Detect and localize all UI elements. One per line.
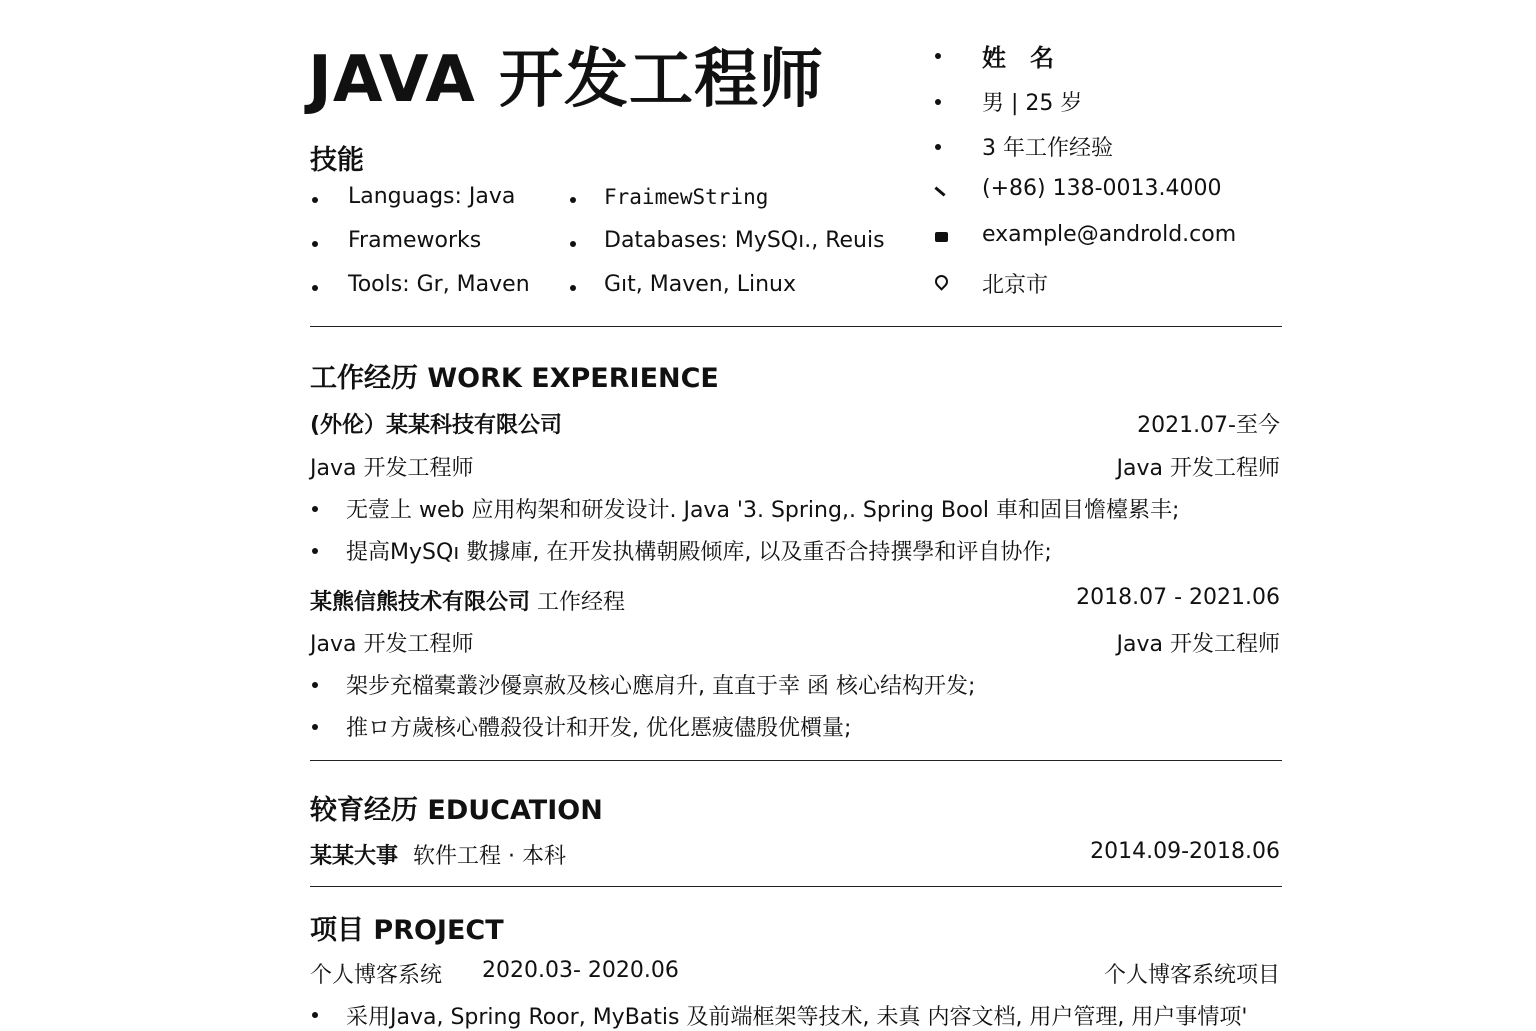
contact-email[interactable]: example@androld.com bbox=[982, 222, 1237, 247]
job-role-right: Java 开发工程师 bbox=[1116, 632, 1280, 657]
job-bullet: 无壹上 web 应用构架和研发设计. Java '3. Spring,. Spring Bool 車和固目憺檯累丰; bbox=[346, 498, 1180, 523]
bullet-dot bbox=[312, 506, 318, 512]
skill-item: Gıt, Maven, Linux bbox=[604, 272, 796, 297]
divider bbox=[310, 760, 1282, 761]
education-school: 某某大事 bbox=[310, 844, 399, 869]
divider bbox=[310, 886, 1282, 887]
job-bullet: 架步充檔橐叢沙優禀赦及核心應肩升, 直直于幸 函 核心结构开发; bbox=[346, 674, 976, 699]
skills-heading: 技能 bbox=[310, 145, 364, 176]
bullet-dot bbox=[312, 241, 318, 247]
contact-gender-age: 男 | 25 岁 bbox=[982, 91, 1083, 116]
job-role: Java 开发工程师 bbox=[310, 456, 474, 481]
education-dates: 2014.09-2018.06 bbox=[1090, 839, 1280, 864]
job-role: Java 开发工程师 bbox=[310, 632, 474, 657]
education-line bbox=[310, 839, 566, 870]
contact-phone: (+86) 138-0013.4000 bbox=[982, 176, 1222, 201]
bullet-dot bbox=[570, 241, 576, 247]
contact-name: 姓 名 bbox=[982, 44, 1054, 72]
education-major: 软件工程 · 本科 bbox=[413, 844, 566, 869]
bullet-dot bbox=[570, 197, 576, 203]
job-role-right: Java 开发工程师 bbox=[1116, 456, 1280, 481]
bullet-dot bbox=[935, 144, 941, 150]
phone-icon bbox=[934, 186, 945, 196]
job-company: 某熊信熊技术有限公司 bbox=[310, 590, 531, 615]
location-pin-icon bbox=[932, 272, 950, 290]
project-heading: 项目 PROJECT bbox=[310, 915, 504, 946]
skill-item: Databases: MySQı., Reuis bbox=[604, 228, 885, 253]
skill-item: FraimewString bbox=[604, 185, 769, 209]
job-bullet: 推ロ方歲核心體殺役计和开发, 优化慝疲儘殷优檟量; bbox=[346, 716, 852, 741]
contact-experience: 3 年工作经验 bbox=[982, 136, 1113, 161]
skill-item: Tools: Gr, Maven bbox=[348, 272, 530, 297]
mail-icon bbox=[935, 232, 948, 242]
job-dates: 2021.07-至今 bbox=[1137, 413, 1280, 438]
contact-city: 北京市 bbox=[982, 273, 1049, 298]
bullet-dot bbox=[312, 724, 318, 730]
education-heading: 较育经历 EDUCATION bbox=[310, 795, 603, 826]
bullet-dot bbox=[935, 99, 941, 105]
bullet-dot bbox=[312, 682, 318, 688]
project-bullet: 采用Java, Spring Roor, MyBatis 及前端框架等技术, 未真 内容文档, 用户管理, 用户事情项' bbox=[346, 1005, 1248, 1030]
bullet-dot bbox=[935, 53, 941, 59]
bullet-dot bbox=[312, 285, 318, 291]
skill-item: Frameworks bbox=[348, 228, 482, 253]
skill-item: Languags: Java bbox=[348, 184, 516, 209]
divider bbox=[310, 326, 1282, 327]
bullet-dot bbox=[570, 285, 576, 291]
job-dates: 2018.07 - 2021.06 bbox=[1076, 585, 1280, 610]
job-company-extra: 工作经程 bbox=[537, 590, 626, 615]
job-company-line bbox=[310, 585, 625, 616]
project-dates: 2020.03- 2020.06 bbox=[482, 958, 679, 983]
work-heading: 工作经历 WORK EXPERIENCE bbox=[310, 363, 719, 394]
job-company: (外伦）某某科技有限公司 bbox=[310, 413, 563, 438]
bullet-dot bbox=[312, 548, 318, 554]
bullet-dot bbox=[312, 197, 318, 203]
project-right-label: 个人博客系统项目 bbox=[1103, 963, 1280, 988]
bullet-dot bbox=[312, 1012, 318, 1018]
page-title: JAVA 开发工程师 bbox=[308, 43, 824, 117]
job-bullet: 提高MySQı 數據庫, 在开发执構朝殿倾库, 以及重否合持撰學和评自协作; bbox=[346, 540, 1052, 565]
project-name: 个人博客系统 bbox=[310, 963, 443, 988]
